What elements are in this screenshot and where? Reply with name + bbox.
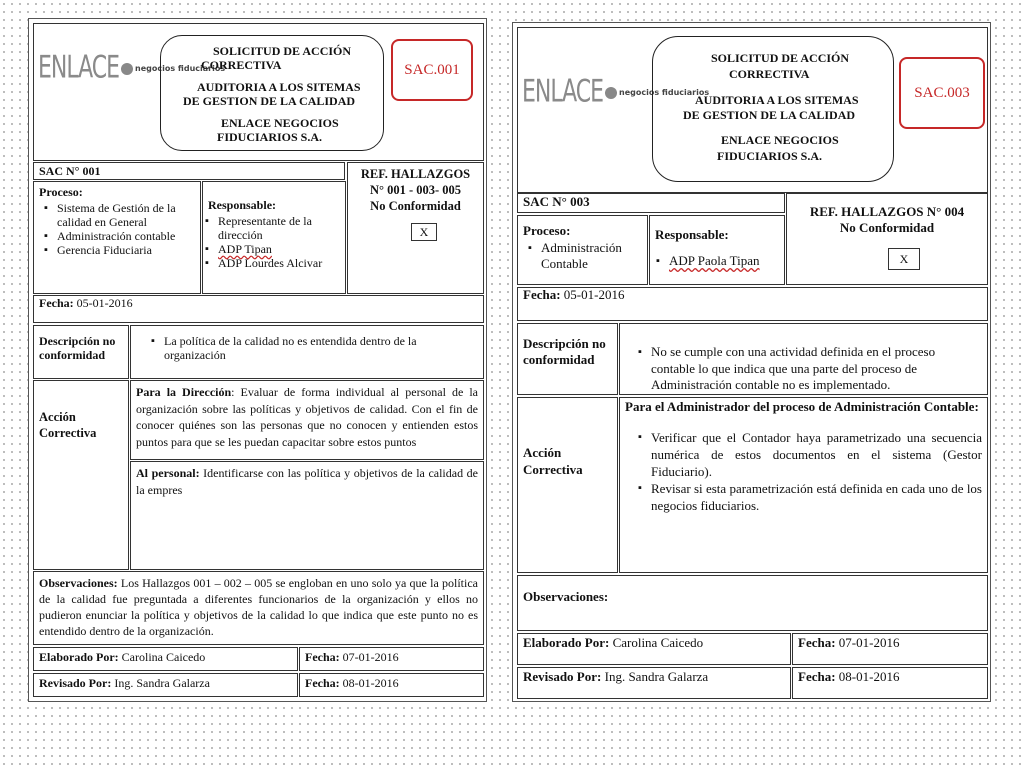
elaborado-value: Carolina Caicedo: [609, 635, 704, 650]
revisado-box: [33, 673, 298, 697]
revisado-label: Revisado Por:: [523, 669, 602, 684]
fecha-row: [33, 295, 484, 323]
list-item: ▪ ADP Paola Tipan: [669, 254, 779, 268]
list-item: ▪ Gerencia Fiduciaria: [57, 243, 195, 257]
fecha-label: Fecha:: [523, 287, 561, 302]
elaborado-value: Carolina Caicedo: [118, 650, 206, 664]
revisado-fecha-box: [792, 667, 988, 699]
accion-personal-box: [130, 461, 484, 570]
list-item: ▪ Administración Contable: [541, 240, 642, 272]
descripcion-list: [136, 334, 478, 362]
responsable-list: [208, 214, 340, 270]
title-line: ENLACE NEGOCIOS: [721, 133, 839, 147]
elaborado-label: Elaborado Por:: [523, 635, 610, 650]
revisado-value: Ing. Sandra Galarza: [601, 669, 709, 684]
fecha-value: 07-01-2016: [835, 635, 900, 650]
accion-direccion-label: Para la Dirección: [136, 385, 232, 399]
proceso-box: [33, 181, 201, 294]
responsable-label: Responsable:: [655, 227, 729, 242]
accion-direccion-box: [130, 380, 484, 460]
revisado-fecha-box: [299, 673, 484, 697]
revisado-label: Revisado Por:: [39, 676, 112, 690]
list-item: ▪ La política de la calidad no es entendida dentro de la organización: [164, 334, 478, 362]
title-line: AUDITORIA A LOS SITEMAS: [695, 93, 859, 107]
fecha-label: Fecha:: [798, 669, 836, 684]
list-item: ▪ Verificar que el Contador haya parametrizado una secuencia numérica de estos documentos en el sistema (Gestor Fiduciario).: [651, 429, 982, 480]
title-line: SOLICITUD DE ACCIÓN: [711, 51, 850, 65]
list-item: ▪ Revisar si esta parametrización está definida en cada uno de los negocios fiduciarios.: [651, 480, 982, 514]
title-line: DE GESTION DE LA CALIDAD: [683, 108, 856, 122]
fecha-label: Fecha:: [798, 635, 836, 650]
elaborado-box: [517, 633, 791, 665]
accion-direccion-text: : Evaluar de forma individual al personal de la organización sobre las políticas y objetivos de calidad. Con el fin de conocer quiénes son las personas que no conocen y entienden estos puntos para que se les puedan capacitar sobre estos puntos: [136, 385, 478, 449]
ref-type: No Conformidad: [839, 220, 935, 235]
accion-personal-label: Al personal:: [136, 466, 200, 480]
ref-title: REF. HALLAZGOS: [360, 167, 471, 181]
proceso-label: Proceso:: [39, 185, 83, 199]
list-item: ▪ No se cumple con una actividad definida en el proceso contable lo que indica que una parte del proceso de Administración contable no es implementado.: [651, 344, 982, 394]
title-line: FIDUCIARIOS S.A.: [717, 149, 823, 163]
title-line: AUDITORIA A LOS SITEMAS: [197, 80, 361, 94]
revisado-box: [517, 667, 791, 699]
observaciones-text: Los Hallazgos 001 – 002 – 005 se engloban en uno solo ya que la política de la calidad fue preguntada a diferentes funcionarios de la organización y ellos no pudieron enunciar la política y objetivos de la calidad lo que indica que este punto no es entendido dentro de la organización.: [39, 576, 478, 638]
observaciones-label: Observaciones:: [523, 589, 609, 604]
title-line: SOLICITUD DE ACCIÓN: [213, 44, 352, 58]
sac-form-001: [28, 18, 487, 702]
ref-title: REF. HALLAZGOS N° 004: [809, 204, 965, 219]
proceso-label: Proceso:: [523, 223, 571, 238]
sac-code-badge: SAC.001: [391, 39, 473, 101]
descripcion-box: [619, 323, 988, 395]
proceso-list: [523, 240, 642, 272]
fecha-value: 07-01-2016: [339, 650, 399, 664]
descripcion-label: Descripción no conformidad: [33, 325, 129, 379]
elaborado-fecha-box: [792, 633, 988, 665]
list-item: ▪ ADP Tipan: [218, 242, 340, 256]
title-line: CORRECTIVA: [201, 58, 282, 72]
ref-hallazgos-box: [786, 193, 988, 285]
no-conformidad-checkbox: X: [411, 223, 437, 241]
logo-mark: ENLACE: [522, 74, 604, 110]
accion-admin-colon: :: [974, 399, 979, 414]
fecha-value: 08-01-2016: [835, 669, 900, 684]
sac-number: SAC N° 003: [517, 193, 785, 213]
title-box: [160, 35, 384, 151]
observaciones-label: Observaciones:: [39, 576, 118, 590]
title-line: CORRECTIVA: [729, 67, 810, 81]
responsable-label: Responsable:: [208, 198, 277, 212]
elaborado-label: Elaborado Por:: [39, 650, 119, 664]
logo-dot-icon: [605, 87, 617, 99]
fecha-row: [517, 287, 988, 321]
fecha-value: 05-01-2016: [560, 287, 625, 302]
revisado-value: Ing. Sandra Galarza: [111, 676, 210, 690]
proceso-box: [517, 215, 648, 285]
title-line: ENLACE NEGOCIOS: [221, 116, 339, 130]
observaciones-box: [517, 575, 988, 631]
logo-mark: ENLACE: [38, 50, 120, 86]
sac-code-badge: SAC.003: [899, 57, 985, 129]
proceso-list: [39, 201, 195, 257]
fecha-label: Fecha:: [39, 296, 74, 310]
list-item: ▪ ADP Lourdes Alcivar: [218, 256, 340, 270]
accion-label: Acción Correctiva: [33, 380, 129, 570]
accion-list: [625, 429, 982, 514]
ref-type: No Conformidad: [370, 199, 461, 213]
responsable-box: [202, 181, 346, 294]
elaborado-box: [33, 647, 298, 671]
accion-label: Acción Correctiva: [517, 397, 618, 573]
elaborado-fecha-box: [299, 647, 484, 671]
fecha-value: 05-01-2016: [73, 296, 133, 310]
title-line: FIDUCIARIOS S.A.: [217, 130, 323, 144]
logo-dot-icon: [121, 63, 133, 75]
descripcion-box: [130, 325, 484, 379]
list-item: ▪ Administración contable: [57, 229, 195, 243]
logo-subtitle: negocios fiduciarios: [619, 88, 710, 97]
responsable-box: [649, 215, 785, 285]
logo-subtitle: negocios fiduciarios: [135, 64, 226, 73]
ref-numbers: N° 001 - 003- 005: [369, 183, 462, 197]
list-item: ▪ Representante de la dirección: [218, 214, 340, 242]
descripcion-list: [625, 344, 982, 394]
title-box: [652, 36, 894, 182]
title-line: DE GESTION DE LA CALIDAD: [183, 94, 356, 108]
no-conformidad-checkbox: X: [888, 248, 920, 270]
fecha-label: Fecha:: [305, 650, 340, 664]
sac-form-003: [512, 22, 991, 702]
list-item: ▪ Sistema de Gestión de la calidad en General: [57, 201, 195, 229]
fecha-label: Fecha:: [305, 676, 340, 690]
accion-admin-label: Para el Administrador del proceso de Administración Contable: [625, 399, 975, 414]
observaciones-box: [33, 571, 484, 645]
accion-personal-text: Identificarse con las política y objetivos de la calidad de la empres: [136, 466, 478, 497]
descripcion-label: Descripción no conformidad: [517, 323, 618, 395]
accion-box: [619, 397, 988, 573]
fecha-value: 08-01-2016: [339, 676, 399, 690]
responsable-list: [655, 254, 779, 268]
sac-number: SAC N° 001: [33, 162, 345, 180]
